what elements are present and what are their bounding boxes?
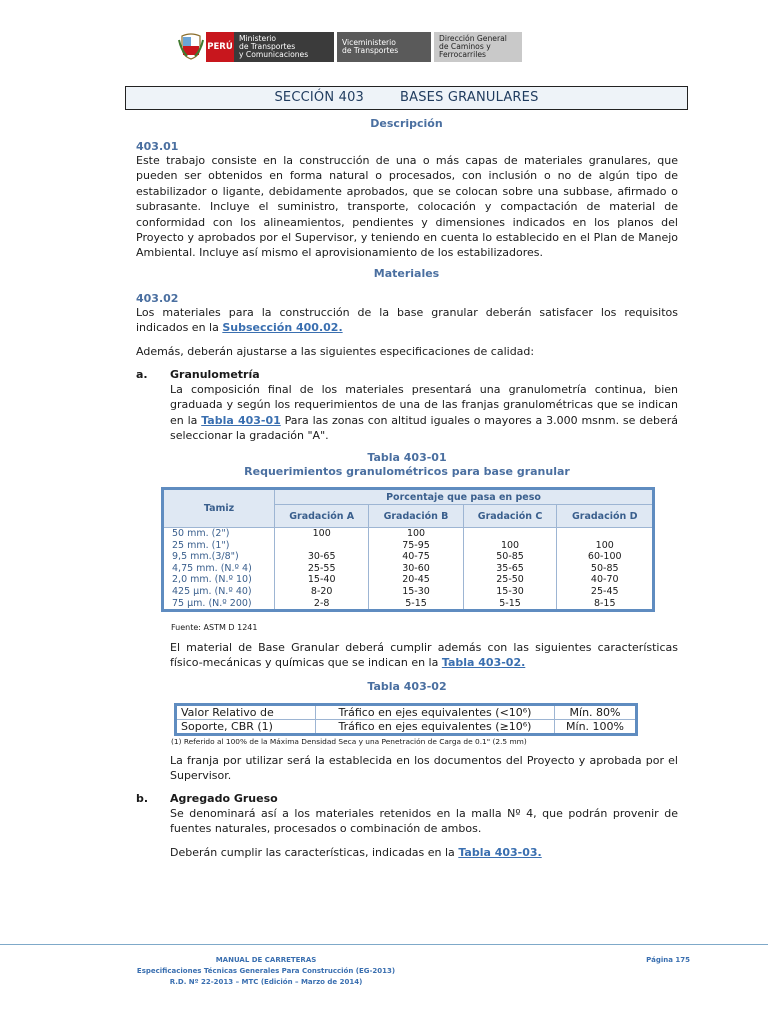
table-40302-note: (1) Referido al 100% de la Máxima Densidad Seca y una Penetración de Carga de 0.1" (2.5 mm) [171,737,527,746]
table-40301-caption: Tabla 403-01 Requerimientos granulométricos para base granular [244,451,570,478]
item-label-a: a. [136,368,148,381]
link-tabla-40302[interactable]: Tabla 403-02. [441,656,526,670]
footer-spec: Especificaciones Técnicas Generales Para Construcción (EG-2013) [136,967,396,975]
section-title: SECCIÓN 403 BASES GRANULARES [125,86,688,110]
direction-logo: Dirección General de Caminos y Ferrocarriles [434,32,522,62]
peru-logo: PERÚ [206,32,234,62]
coarse-aggregate-text-2: Deberán cumplir las características, indicadas en la Tabla 403-03. [170,846,542,859]
section-number-40301: 403.01 [136,140,179,153]
table-row: 2,0 mm. (N.º 10) 15-40 20-45 25-50 40-70 [163,574,654,586]
viceministry-logo: Viceministerio de Transportes [337,32,431,62]
table-row: 9,5 mm.(3/8") 30-65 40-75 50-85 60-100 [163,551,654,563]
footer-divider [0,944,768,945]
footer-rd: R.D. Nº 22-2013 – MTC (Edición – Marzo de 2014) [169,978,363,986]
header-tamiz: Tamiz [163,489,275,528]
header-logo-bar [178,32,522,62]
footer-manual: MANUAL DE CARRETERAS [215,956,317,964]
link-tabla-40301[interactable]: Tabla 403-01 [201,413,281,427]
table-40302-caption: Tabla 403-02 [367,680,447,693]
header-gradacion-a: Gradación A [275,505,369,528]
item-label-b: b. [136,792,149,805]
coarse-aggregate-heading: Agregado Grueso [170,792,278,805]
header-gradacion-d: Gradación D [557,505,654,528]
link-tabla-40303[interactable]: Tabla 403-03. [458,846,542,859]
description-text: Este trabajo consiste en la construcción de una o más capas de materiales granulares, que pueden ser obtenidos en forma natural o procesados, con inclusión o no de algún tipo de estabilizador o ligante, debidamente aprobados, que se colocan sobre una subbase, afirmado o subrasante. Incluye el suministro, transporte, colocación y compactación de material de conformidad con los alineamientos, pendientes y dimensiones indicados en los planos del Proyecto y aprobados por el Supervisor, y teniendo en cuenta lo establecido en el Plan de Manejo Ambiental. Incluye así mismo el aprovisionamiento de los estabilizadores. [136,154,678,260]
header-porcentaje: Porcentaje que pasa en peso [275,489,654,505]
header-gradacion-b: Gradación B [369,505,463,528]
table-row: Soporte, CBR (1) Tráfico en ejes equivalentes (≥10⁶) Mín. 100% [176,720,637,735]
quality-intro: Además, deberán ajustarse a las siguientes especificaciones de calidad: [136,345,535,358]
link-subseccion-40002[interactable]: Subsección 400.02. [222,321,343,335]
page-number: Página 175 [646,956,690,964]
section-number-40302: 403.02 [136,292,179,305]
table-row: 425 µm. (N.º 40) 8-20 15-30 15-30 25-45 [163,586,654,598]
materials-text: Los materiales para la construcción de la base granular deberán satisfacer los requisitos indicados en la Subsección 400.02. [136,306,678,335]
description-heading: Descripción [370,117,443,130]
franja-text: La franja por utilizar será la establecida en los documentos del Proyecto y aprobada por el Supervisor. [170,754,678,783]
base-granular-text: El material de Base Granular deberá cumplir además con las siguientes características físico-mecánicas y químicas que se indican en la Tabla 403-02. [170,641,678,670]
granulometry-heading: Granulometría [170,368,260,381]
coarse-aggregate-text: Se denominará así a los materiales retenidos en la malla Nº 4, que podrán provenir de fuentes naturales, procesados o combinación de ambos. [170,807,678,836]
table-source: Fuente: ASTM D 1241 [171,623,258,632]
ministry-logo: Ministerio de Transportes y Comunicaciones [234,32,334,62]
table-40301 [161,487,655,612]
table-row: 50 mm. (2") 100 100 [163,528,654,540]
coat-of-arms-icon [178,32,204,60]
table-row: 25 mm. (1") 75-95 100 100 [163,540,654,552]
table-row: Valor Relativo de Tráfico en ejes equivalentes (<10⁶) Mín. 80% [176,705,637,720]
table-row: 4,75 mm. (N.º 4) 25-55 30-60 35-65 50-85 [163,563,654,575]
table-40302 [174,703,638,736]
materials-heading: Materiales [373,267,440,280]
header-gradacion-c: Gradación C [463,505,557,528]
table-row: 75 µm. (N.º 200) 2-8 5-15 5-15 8-15 [163,598,654,611]
granulometry-text: La composición final de los materiales presentará una granulometría continua, bien graduada y según los requerimientos de una de las franjas granulométricas que se indican en la Tabla 403-01 Para las zonas con altitud iguales o mayores a 3.000 msnm. se deberá seleccionar la gradación "A". [170,383,679,443]
